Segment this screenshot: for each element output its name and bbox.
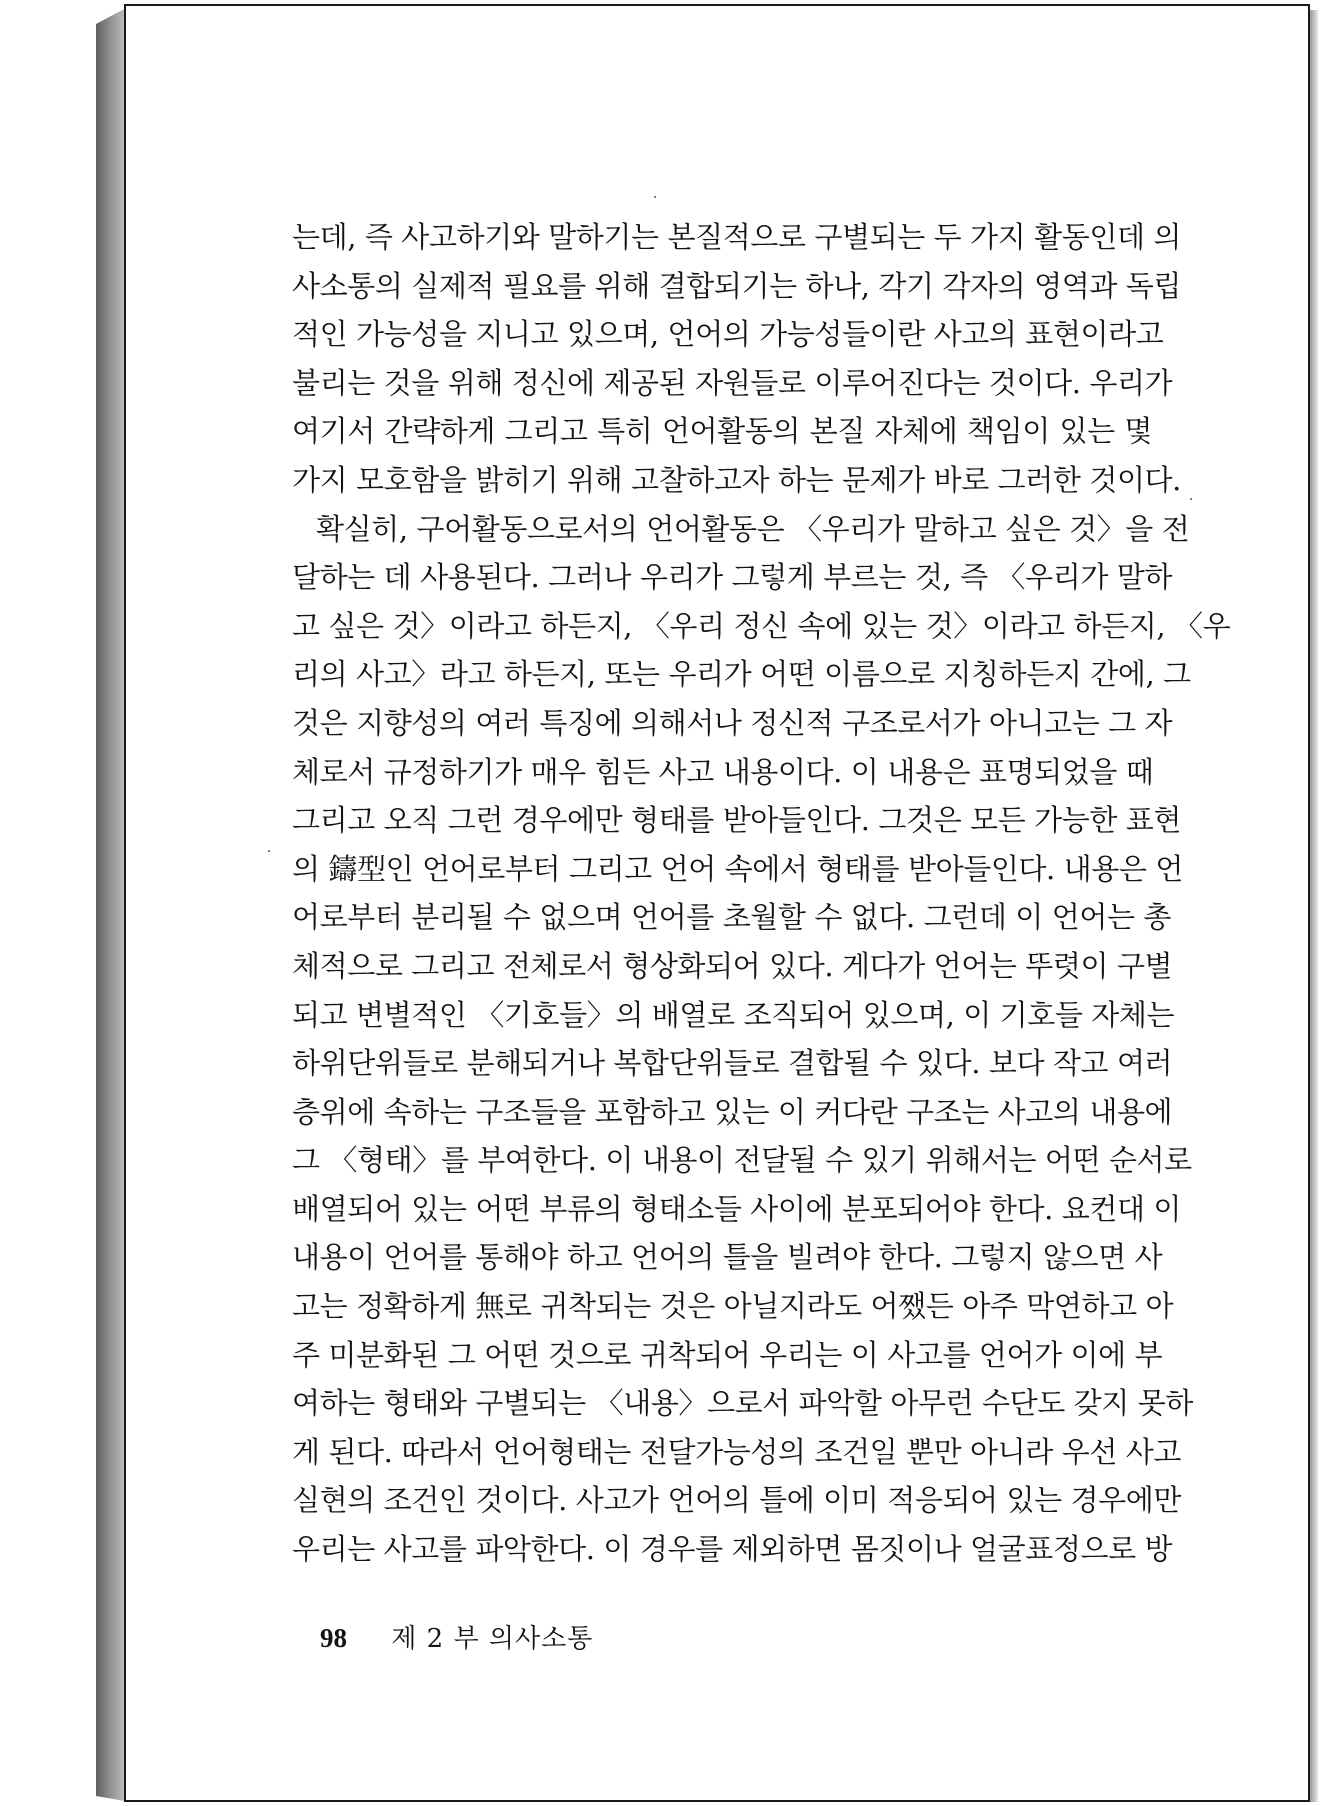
text-line: 사소통의 실제적 필요를 위해 결합되기는 하나, 각기 각자의 영역과 독립 bbox=[292, 268, 1181, 303]
text-line: 체적으로 그리고 전체로서 형상화되어 있다. 게다가 언어는 뚜렷이 구별 bbox=[292, 948, 1173, 983]
text-line: 그 〈형태〉를 부여한다. 이 내용이 전달될 수 있기 위해서는 어떤 순서로 bbox=[292, 1143, 1192, 1178]
scan-speck bbox=[654, 196, 656, 198]
text-line: 체로서 규정하기가 매우 힘든 사고 내용이다. 이 내용은 표명되었을 때 bbox=[292, 754, 1154, 789]
text-line: 것은 지향성의 여러 특징에 의해서나 정신적 구조로서가 아니고는 그 자 bbox=[292, 705, 1173, 740]
running-head: 제 2 부 의사소통 bbox=[391, 1624, 594, 1654]
text-line: 적인 가능성을 지니고 있으며, 언어의 가능성들이란 사고의 표현이라고 bbox=[292, 317, 1164, 352]
text-line: 어로부터 분리될 수 없으며 언어를 초월할 수 없다. 그런데 이 언어는 총 bbox=[292, 900, 1172, 935]
page-footer bbox=[320, 1622, 593, 1655]
text-line: 가지 모호함을 밝히기 위해 고찰하고자 하는 문제가 바로 그러한 것이다. bbox=[292, 462, 1181, 497]
text-line: 그리고 오직 그런 경우에만 형태를 받아들인다. 그것은 모든 가능한 표현 bbox=[292, 803, 1181, 838]
text-line: 되고 변별적인 〈기호들〉의 배열로 조직되어 있으며, 이 기호들 자체는 bbox=[292, 997, 1175, 1032]
scan-speck bbox=[1190, 498, 1192, 500]
page-number: 98 bbox=[320, 1623, 347, 1653]
text-line: 고 싶은 것〉이라고 하든지, 〈우리 정신 속에 있는 것〉이라고 하든지, 〈우 bbox=[292, 608, 1231, 643]
text-line: 층위에 속하는 구조들을 포함하고 있는 이 커다란 구조는 사고의 내용에 bbox=[292, 1094, 1173, 1129]
text-line: 의 鑄型인 언어로부터 그리고 언어 속에서 형태를 받아들인다. 내용은 언 bbox=[292, 851, 1183, 886]
text-line: 리의 사고〉라고 하든지, 또는 우리가 어떤 이름으로 지칭하든지 간에, 그 bbox=[292, 657, 1191, 692]
text-line: 실현의 조건인 것이다. 사고가 언어의 틀에 이미 적응되어 있는 경우에만 bbox=[292, 1483, 1181, 1518]
text-line: 불리는 것을 위해 정신에 제공된 자원들로 이루어진다는 것이다. 우리가 bbox=[292, 365, 1173, 400]
scan-speck bbox=[268, 850, 270, 852]
text-line: 하위단위들로 분해되거나 복합단위들로 결합될 수 있다. 보다 작고 여러 bbox=[292, 1046, 1173, 1081]
text-line: 여하는 형태와 구별되는 〈내용〉으로서 파악할 아무런 수단도 갖지 못하 bbox=[292, 1386, 1193, 1421]
text-line: 확실히, 구어활동으로서의 언어활동은 〈우리가 말하고 싶은 것〉을 전 bbox=[316, 511, 1190, 546]
text-line: 우리는 사고를 파악한다. 이 경우를 제외하면 몸짓이나 얼굴표정으로 방 bbox=[292, 1532, 1173, 1567]
text-line: 내용이 언어를 통해야 하고 언어의 틀을 빌려야 한다. 그렇지 않으면 사 bbox=[292, 1240, 1163, 1275]
text-line: 는데, 즉 사고하기와 말하기는 본질적으로 구별되는 두 가지 활동인데 의 bbox=[292, 220, 1181, 254]
text-line: 배열되어 있는 어떤 부류의 형태소들 사이에 분포되어야 한다. 요컨대 이 bbox=[292, 1191, 1181, 1226]
text-line: 게 된다. 따라서 언어형태는 전달가능성의 조건일 뿐만 아니라 우선 사고 bbox=[292, 1434, 1181, 1469]
text-line: 고는 정확하게 無로 귀착되는 것은 아닐지라도 어쨌든 아주 막연하고 아 bbox=[292, 1289, 1174, 1324]
body-text bbox=[292, 213, 1231, 1574]
text-line: 여기서 간략하게 그리고 특히 언어활동의 본질 자체에 책임이 있는 몇 bbox=[292, 414, 1152, 449]
text-line: 달하는 데 사용된다. 그러나 우리가 그렇게 부르는 것, 즉 〈우리가 말하 bbox=[292, 560, 1172, 595]
text-line: 주 미분화된 그 어떤 것으로 귀착되어 우리는 이 사고를 언어가 이에 부 bbox=[292, 1337, 1163, 1372]
page-shadow bbox=[1310, 10, 1318, 1802]
